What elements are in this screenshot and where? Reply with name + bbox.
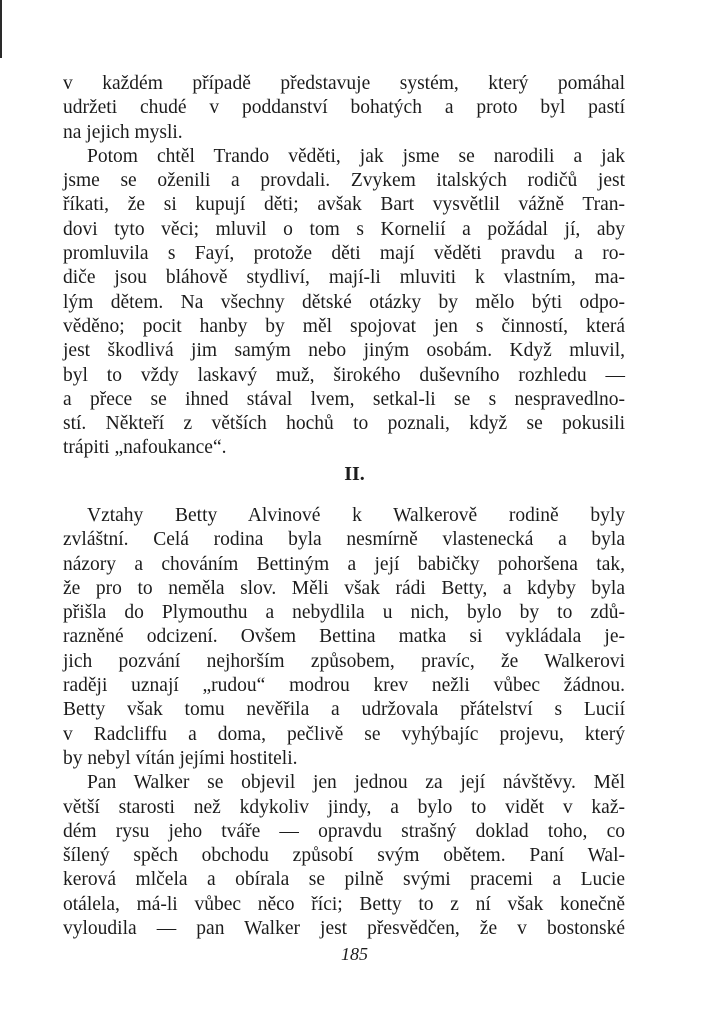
text-line: šílený spěch obchodu způsobí svým obětem. Paní Wal- (63, 845, 625, 867)
text-line: říkati, že si kupují děti; avšak Bart vysvětlil vážně Tran- (63, 194, 625, 216)
page-edge-rule (0, 0, 2, 58)
text-line: větší starosti než kdykoliv jindy, a bylo to vidět v kaž- (63, 796, 625, 818)
text-line: na jejich mysli. (63, 121, 183, 143)
text-line: udržeti chudé v poddanství bohatých a proto byl pastí (63, 97, 625, 119)
text-line: Vztahy Betty Alvinové k Walkerově rodině byly (87, 505, 625, 526)
text-line: Potom chtěl Trando věděti, jak jsme se narodili a jak (87, 145, 625, 167)
text-line: stí. Někteří z větších hochů to poznali, když se pokusili (63, 413, 625, 435)
text-line: lým dětem. Na všechny dětské otázky by mělo býti odpo- (63, 291, 625, 313)
text-line: dovi tyto věci; mluvil o tom s Kornelií a požádal jí, aby (63, 218, 625, 240)
text-line: že pro to neměla slov. Měli však rádi Betty, a kdyby byla (63, 577, 625, 599)
section-2-text (63, 504, 625, 941)
text-line: byl to vždy laskavý muž, širokého duševního rozhledu — (63, 364, 625, 386)
text-line: raději uznají „rudou“ modrou krev nežli vůbec žádnou. (63, 675, 625, 697)
section-1-text (63, 72, 625, 461)
page-number: 185 (341, 944, 368, 964)
text-line: názory a chováním Bettiným a její babičky pohoršena tak, (63, 553, 625, 575)
text-line: zvláštní. Celá rodina byla nesmírně vlastenecká a byla (63, 529, 625, 551)
text-line: promluvila s Fayí, protože děti mají věděti pravdu a ro- (63, 243, 625, 265)
text-line: přišla do Plymouthu a nebydlila u nich, bylo by to zdů- (63, 602, 625, 624)
text-line: by nebyl vítán jejími hostiteli. (63, 747, 298, 769)
text-line: jsme se oženili a provdali. Zvykem italských rodičů jest (63, 170, 625, 192)
text-line: vyloudila — pan Walker jest přesvědčen, že v bostonské (63, 918, 625, 940)
text-line: jest škodlivá jim samým nebo jiným osobám. Když mluvil, (63, 340, 625, 362)
text-line: jich pozvání nejhorším způsobem, pravíc, že Walkerovi (63, 650, 625, 672)
text-line: Betty však tomu nevěřila a udržovala přátelství s Lucií (63, 699, 625, 721)
text-line: v každém případě představuje systém, který pomáhal (63, 73, 625, 94)
text-line: dém rysu jeho tváře — opravdu strašný doklad toho, co (63, 820, 625, 842)
text-line: kerová mlčela a obírala se pilně svými pracemi a Lucie (63, 869, 625, 891)
text-line: diče jsou bláhově stydliví, mají-li mluviti k vlastním, ma- (63, 267, 625, 289)
text-line: a přece se ihned stával lvem, setkal-li se s nespravedlno- (63, 388, 625, 410)
text-line: razněné odcizení. Ovšem Bettina matka si vykládala je- (63, 626, 625, 648)
text-line: trápiti „nafoukance“. (63, 437, 227, 459)
text-line: věděno; pocit hanby by měl spojovat jen s činností, která (63, 315, 625, 337)
chapter-heading: II. (344, 463, 365, 485)
text-line: Pan Walker se objevil jen jednou za její návštěvy. Měl (87, 772, 625, 794)
text-line: v Radcliffu a doma, pečlivě se vyhýbajíc projevu, který (63, 723, 625, 745)
text-line: otálela, má-li vůbec něco říci; Betty to z ní však konečně (63, 893, 625, 915)
